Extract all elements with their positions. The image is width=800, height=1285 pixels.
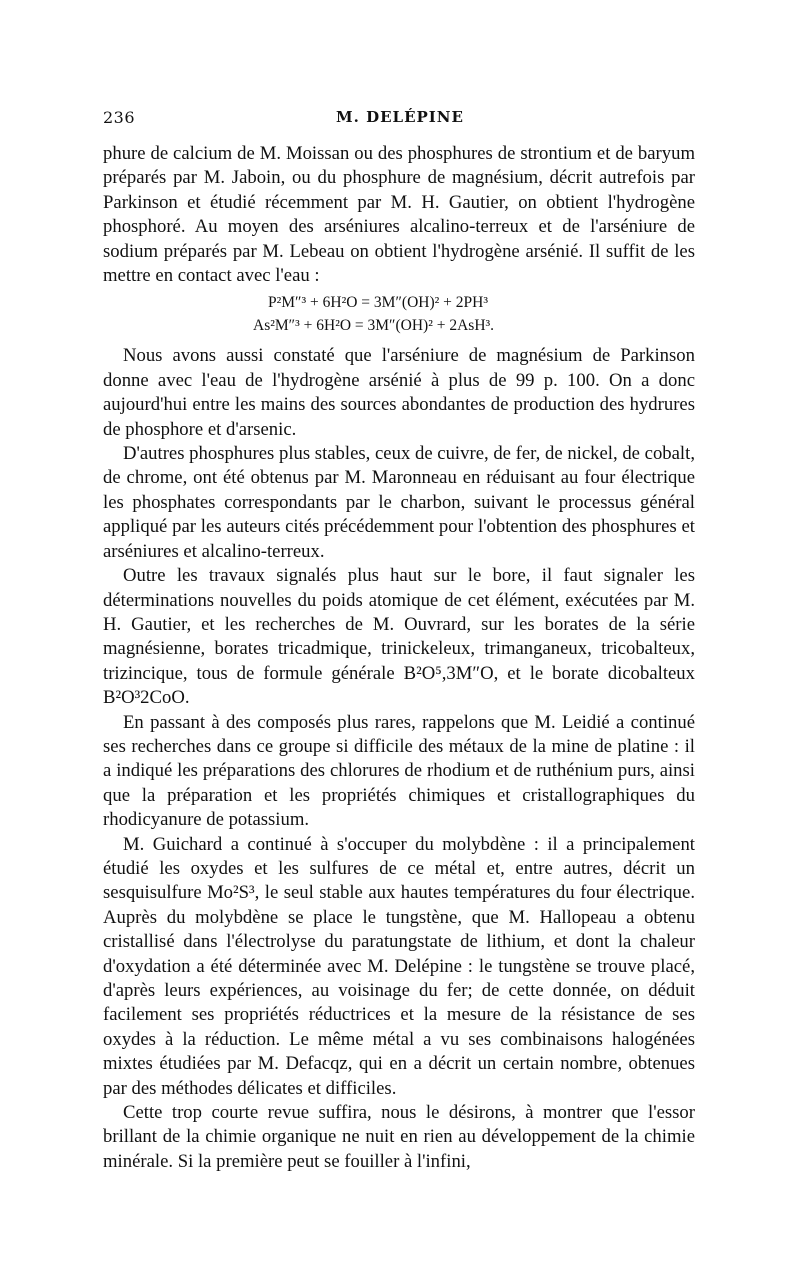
paragraph: En passant à des composés plus rares, rappelons que M. Leidié a continué ses recherches dans ce groupe si difficile des métaux de la mine de platine : il a indiqué les préparations des chlorures de rhodium et de ruthénium purs, ainsi que la préparation et les propriétés chimiques et cristallographiques du rhodicyanure de potassium.: [103, 711, 695, 831]
paragraph: Outre les travaux signalés plus haut sur le bore, il faut signaler les déterminations nouvelles du poids atomique de cet élément, exécutées par M. H. Gautier, et les recherches de M. Ouvrard, sur les borates de la série magnésienne, borates tricadmique, trinickeleux, trimanganeux, tricobalteux, trizincique, tous de formule générale B²O⁵,3M″O, et le borate dicobalteux B²O³2CoO.: [103, 565, 695, 709]
equation: As²M″³ + 6H²O = 3M″(OH)² + 2AsH³.: [253, 317, 495, 335]
body-text: [103, 142, 695, 1174]
page-number: 236: [103, 108, 136, 127]
paragraph: Cette trop courte revue suffira, nous le désirons, à montrer que l'essor brillant de la chimie organique ne nuit en rien au développement de la chimie minérale. Si la première peut se fouiller à l'infini,: [103, 1102, 695, 1172]
running-title: M. DELÉPINE: [336, 108, 464, 126]
paragraph: Nous avons aussi constaté que l'arséniure de magnésium de Parkinson donne avec l'eau de l'hydrogène arsénié à plus de 99 p. 100. On a donc aujourd'hui entre les mains des sources abondantes de production des hydrures de phosphore et d'arsenic.: [103, 345, 695, 440]
paragraph: phure de calcium de M. Moissan ou des phosphures de strontium et de baryum préparés par M. Jaboin, ou du phosphure de magnésium, décrit autrefois par Parkinson et étudié récemment par M. H. Gautier, on obtient l'hydrogène phosphoré. Au moyen des arséniures alcalino-terreux et de l'arséniure de sodium préparés par M. Lebeau on obtient l'hydrogène arsénié. Il suffit de les mettre en contact avec l'eau :: [103, 143, 695, 287]
equation: P²M″³ + 6H²O = 3M″(OH)² + 2PH³: [268, 294, 488, 312]
paragraph: D'autres phosphures plus stables, ceux de cuivre, de fer, de nickel, de cobalt, de chrome, ont été obtenus par M. Maronneau en réduisant au four électrique les phosphates correspondants par le charbon, suivant le processus général appliqué par les auteurs cités précédemment pour l'obtention des phosphures et arséniures et alcalino-terreux.: [103, 443, 695, 562]
paragraph: M. Guichard a continué à s'occuper du molybdène : il a principalement étudié les oxydes et les sulfures de ce métal et, entre autres, décrit un sesquisulfure Mo²S³, le seul stable aux hautes températures du four électrique. Auprès du molybdène se place le tungstène, que M. Hallopeau a obtenu cristallisé dans l'électrolyse du paratungstate de lithium, et dont la chaleur d'oxydation a été déterminée avec M. Delépine : le tungstène se trouve placé, d'après leurs expériences, au voisinage du fer; de cette donnée, on déduit facilement ses propriétés réductrices et la mesure de la résistance de ses oxydes à la réduction. Le même métal a vu ses combinaisons halogénées mixtes étudiées par M. Defacqz, qui en a décrit un certain nombre, obtenues par des méthodes délicates et difficiles.: [103, 833, 695, 1099]
